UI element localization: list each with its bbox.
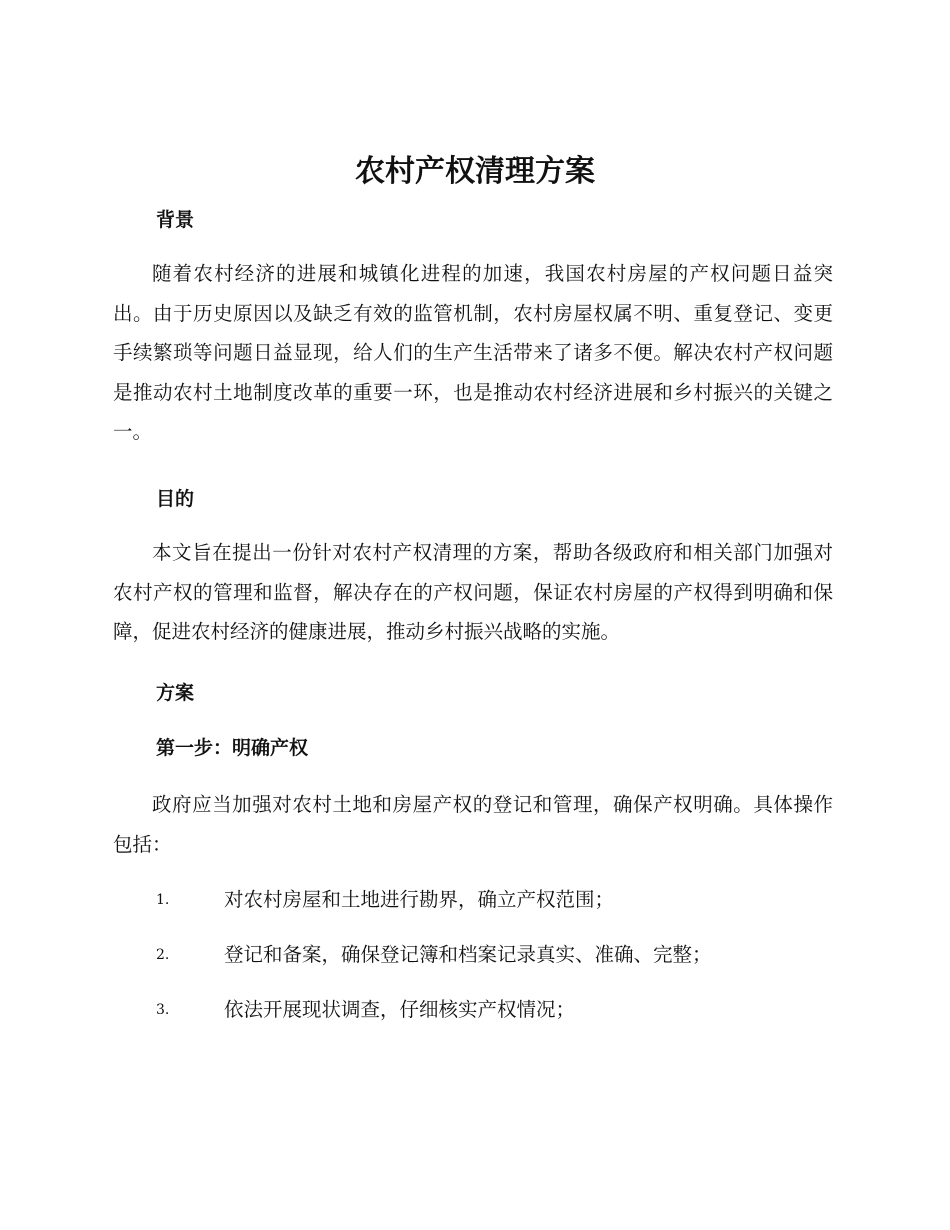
section-heading-background: 背景 xyxy=(156,209,195,231)
list-item-number: 2. xyxy=(156,947,170,963)
paragraph-background: 随着农村经济的进展和城镇化进程的加速，我国农村房屋的产权问题日益突出。由于历史原因以及缺乏有效的监管机制，农村房屋权属不明、重复登记、变更手续繁琐等问题日益显现，给人们的生产生活带来了诸多不便。解决农村产权问题是推动农村土地制度改革的重要一环，也是推动农村经济进展和乡村振兴的关键之一。 xyxy=(113,262,833,443)
paragraph-step-1: 政府应当加强对农村土地和房屋产权的登记和管理，确保产权明确。具体操作包括： xyxy=(113,793,833,856)
step-heading-1: 第一步：明确产权 xyxy=(156,737,309,759)
list-item-number: 3. xyxy=(156,1002,170,1018)
section-heading-purpose: 目的 xyxy=(156,488,195,510)
list-item-text: 对农村房屋和土地进行勘界，确立产权范围； xyxy=(224,888,615,911)
section-heading-plan: 方案 xyxy=(156,682,195,704)
paragraph-purpose: 本文旨在提出一份针对农村产权清理的方案，帮助各级政府和相关部门加强对农村产权的管理和监督，解决存在的产权问题，保证农村房屋的产权得到明确和保障，促进农村经济的健康进展，推动乡村振兴战略的实施。 xyxy=(113,541,833,643)
list-item-text: 登记和备案，确保登记簿和档案记录真实、准确、完整； xyxy=(224,943,712,966)
document-title: 农村产权清理方案 xyxy=(355,154,595,189)
list-item-number: 1. xyxy=(156,892,170,908)
list-item-text: 依法开展现状调查，仔细核实产权情况； xyxy=(224,998,576,1021)
